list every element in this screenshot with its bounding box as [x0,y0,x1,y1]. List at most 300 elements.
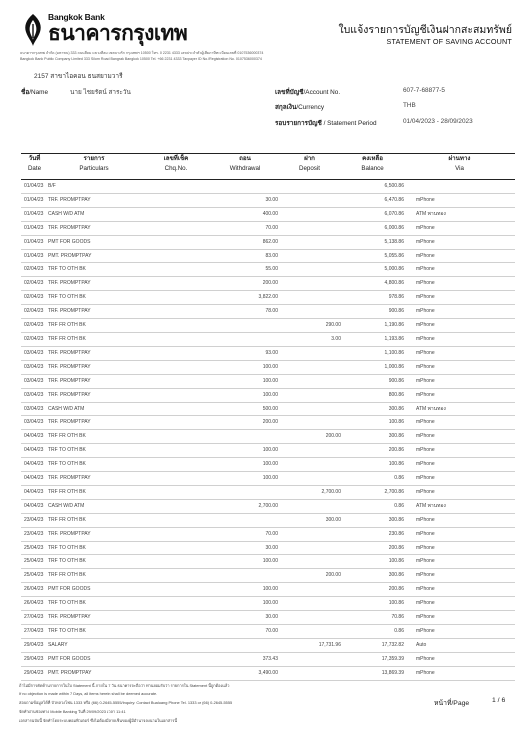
table-row [21,332,515,346]
header-particulars-th: รายการ [83,155,105,162]
cell-date: 01/04/23 [21,207,48,221]
statement-title-en: STATEMENT OF SAVING ACCOUNT [386,37,512,46]
cell-via: mPhone [404,458,515,472]
cell-via: mPhone [404,291,515,305]
cell-balance: 100.86 [341,555,404,569]
table-row [21,611,515,625]
table-row [21,193,515,207]
cell-date: 04/04/23 [21,458,48,472]
cell-balance: 13,869.39 [341,666,404,680]
transactions-table [21,154,515,681]
cell-withdrawal: 400.00 [212,207,278,221]
cell-cheque [140,444,212,458]
cell-particulars: TRF. PROMPTPAY [48,611,140,625]
currency-value: THB [403,102,416,109]
cell-date: 02/04/23 [21,332,48,346]
cell-via: ATM พานทอง [404,207,515,221]
cell-balance: 200.86 [341,444,404,458]
cell-via: mPhone [404,666,515,680]
cell-balance: 300.86 [341,402,404,416]
table-row [21,485,515,499]
table-row [21,277,515,291]
cell-particulars: TRF. PROMPTPAY [48,527,140,541]
cell-withdrawal: 200.00 [212,277,278,291]
cell-date: 25/04/23 [21,541,48,555]
cell-withdrawal: 70.00 [212,527,278,541]
cell-particulars: TRF FR OTH BK [48,319,140,333]
cell-balance: 1,000.86 [341,360,404,374]
header-particulars: Particulars [79,165,109,172]
cell-via: mPhone [404,513,515,527]
cell-cheque [140,527,212,541]
table-row [21,555,515,569]
header-date-th: วันที่ [28,155,41,162]
cell-cheque [140,430,212,444]
table-row [21,541,515,555]
cell-date: 01/04/23 [21,193,48,207]
cell-deposit [278,625,341,639]
cell-via: mPhone [404,555,515,569]
cell-balance: 100.86 [341,597,404,611]
table-row [21,305,515,319]
cell-balance: 5,055.86 [341,249,404,263]
cell-particulars: TRF FR OTH BK [48,569,140,583]
table-row [21,458,515,472]
cell-via: mPhone [404,611,515,625]
cell-via: mPhone [404,263,515,277]
cell-cheque [140,180,212,193]
cell-particulars: PMT FOR GOODS [48,583,140,597]
cell-particulars: TRF TO OTH BK [48,555,140,569]
cell-particulars: TRF. PROMPTPAY [48,346,140,360]
cell-cheque [140,625,212,639]
table-row [21,402,515,416]
cell-date: 01/04/23 [21,180,48,193]
currency-label: สกุลเงิน/Currency [275,104,325,111]
cell-withdrawal: 30.00 [212,611,278,625]
cell-cheque [140,513,212,527]
footer-note-en: If no objection is made within 7 Days, all items herein shall be deemed accurate. [19,691,158,696]
cell-particulars: TRF FR OTH BK [48,513,140,527]
table-row [21,513,515,527]
table-row [21,388,515,402]
cell-balance: 70.86 [341,611,404,625]
name-label: ชื่อ/Name [21,89,49,96]
cell-withdrawal: 3,822.00 [212,291,278,305]
cell-via: mPhone [404,597,515,611]
cell-date: 02/04/23 [21,291,48,305]
cell-date: 02/04/23 [21,305,48,319]
cell-withdrawal [212,180,278,193]
cell-particulars: TRF. PROMPTPAY [48,472,140,486]
cell-balance: 1,190.86 [341,319,404,333]
cell-deposit [278,555,341,569]
cell-withdrawal: 83.00 [212,249,278,263]
table-row [21,472,515,486]
cell-via: Auto [404,638,515,652]
cell-date: 03/04/23 [21,346,48,360]
cell-via: mPhone [404,527,515,541]
cell-withdrawal: 500.00 [212,402,278,416]
cell-date: 29/04/23 [21,652,48,666]
cell-withdrawal: 100.00 [212,374,278,388]
cell-deposit [278,207,341,221]
cell-cheque [140,305,212,319]
cell-withdrawal: 3,490.00 [212,666,278,680]
cell-date: 27/04/23 [21,611,48,625]
cell-via: ATM พานทอง [404,499,515,513]
bank-address-en: Bangkok Bank Public Company Limited 333 Silom Road Bangrak Bangkok 10500 Tel. +66 2231 4333 Taxpayer ID No./Registration No. 0107536000374 [20,57,262,61]
statement-period-label: รอบรายการบัญชี / Statement Period [275,120,377,127]
page-number: 1 / 6 [492,697,506,704]
cell-balance: 2,700.86 [341,485,404,499]
table-row [21,583,515,597]
cell-balance: 6,070.86 [341,207,404,221]
bank-address-th: ธนาคารกรุงเทพ จำกัด (มหาชน) 333 ถนนสีลม แขวงสีลม เขตบางรัก กรุงเทพฯ 10500 โทร. 0 2231 4333 เลขประจำตัวผู้เสียภาษีทะเบียนเลขที่ 0107536000374 [20,51,264,55]
account-holder-name: นาย ไชยรัตน์ สาระวัน [70,89,131,96]
cell-particulars: PMT FOR GOODS [48,235,140,249]
cell-withdrawal: 30.00 [212,541,278,555]
cell-cheque [140,638,212,652]
cell-deposit [278,527,341,541]
cell-deposit [278,249,341,263]
account-number-label: เลขที่บัญชี/Account No. [275,89,341,96]
cell-cheque [140,360,212,374]
cell-via: ATM พานทอง [404,402,515,416]
cell-date: 04/04/23 [21,485,48,499]
cell-withdrawal: 55.00 [212,263,278,277]
cell-withdrawal [212,319,278,333]
cell-particulars: SALARY [48,638,140,652]
header-cheque: Chq.No. [164,165,188,172]
cell-cheque [140,263,212,277]
cell-particulars: TRF TO OTH BK [48,541,140,555]
cell-deposit [278,388,341,402]
footer-generated: จัดทำผ่านช่องทาง Mobile Banking วันที่ 29/09/2023 เวลา 11:41 [19,709,126,714]
cell-balance: 1,193.86 [341,332,404,346]
table-row [21,569,515,583]
table-row [21,360,515,374]
header-date: Date [27,165,42,172]
cell-balance: 5,000.86 [341,263,404,277]
cell-deposit [278,583,341,597]
cell-withdrawal [212,569,278,583]
cell-via [404,180,515,193]
cell-cheque [140,249,212,263]
cell-cheque [140,221,212,235]
cell-deposit [278,263,341,277]
table-row [21,444,515,458]
cell-deposit [278,416,341,430]
cell-particulars: TRF. PROMPTPAY [48,305,140,319]
cell-withdrawal: 100.00 [212,583,278,597]
table-row [21,221,515,235]
cell-cheque [140,458,212,472]
table-row [21,416,515,430]
cell-particulars: PMT. PROMPTPAY [48,666,140,680]
cell-via: mPhone [404,583,515,597]
cell-cheque [140,666,212,680]
cell-date: 02/04/23 [21,319,48,333]
cell-particulars: TRF TO OTH BK [48,597,140,611]
cell-cheque [140,499,212,513]
cell-via: mPhone [404,472,515,486]
cell-particulars: TRF TO OTH BK [48,263,140,277]
cell-cheque [140,611,212,625]
bank-name-en: Bangkok Bank [48,12,105,22]
footer-inquiry: สอบถามข้อมูลได้ที่ บัวหลวงโฟน 1333 หรือ (66) 0-2645-5555/Inquiry: Contact Bualuang Phone Tel. 1333 or (66) 0-2645-5555 [19,700,233,705]
cell-deposit: 200.00 [278,430,341,444]
cell-particulars: TRF. PROMPTPAY [48,374,140,388]
cell-date: 04/04/23 [21,444,48,458]
cell-particulars: PMT FOR GOODS [48,652,140,666]
cell-particulars: TRF. PROMPTPAY [48,416,140,430]
header-via: Via [455,165,464,172]
footer-disclaimer: เอกสารฉบับนี้ จัดทำโดยระบบคอมพิวเตอร์ ซึ่งไม่ต้องมีลายเซ็นของผู้มีอำนาจลงนามในเอกสารนี้ [19,718,178,723]
cell-date: 26/04/23 [21,583,48,597]
cell-deposit [278,541,341,555]
cell-particulars: CASH W/D ATM [48,402,140,416]
cell-date: 29/04/23 [21,666,48,680]
cell-date: 26/04/23 [21,597,48,611]
cell-balance: 900.86 [341,374,404,388]
table-row [21,263,515,277]
cell-withdrawal: 100.00 [212,597,278,611]
cell-deposit: 2,700.00 [278,485,341,499]
header-withdrawal-th: ถอน [239,155,251,162]
header-deposit-th: ฝาก [304,155,315,162]
cell-via: mPhone [404,485,515,499]
header-balance: Balance [361,165,384,172]
cell-balance: 17,359.39 [341,652,404,666]
cell-deposit [278,597,341,611]
cell-deposit [278,374,341,388]
cell-date: 03/04/23 [21,360,48,374]
cell-via: mPhone [404,625,515,639]
cell-withdrawal: 100.00 [212,555,278,569]
cell-withdrawal: 100.00 [212,458,278,472]
cell-withdrawal: 100.00 [212,444,278,458]
branch-name: 2157 สาขาไอคอน ธนสยามวารี [34,73,123,80]
cell-cheque [140,485,212,499]
cell-deposit: 300.00 [278,513,341,527]
cell-date: 02/04/23 [21,263,48,277]
table-row [21,597,515,611]
cell-date: 04/04/23 [21,472,48,486]
cell-cheque [140,207,212,221]
cell-deposit [278,458,341,472]
bank-emblem-icon [20,12,46,48]
cell-particulars: B/F [48,180,140,193]
table-row [21,235,515,249]
cell-cheque [140,332,212,346]
cell-balance: 1,100.86 [341,346,404,360]
cell-withdrawal: 200.00 [212,416,278,430]
cell-deposit [278,472,341,486]
cell-date: 04/04/23 [21,499,48,513]
cell-deposit: 17,731.96 [278,638,341,652]
cell-via: mPhone [404,569,515,583]
cell-cheque [140,583,212,597]
cell-deposit [278,235,341,249]
cell-cheque [140,277,212,291]
cell-via: mPhone [404,319,515,333]
table-row [21,207,515,221]
table-row [21,499,515,513]
table-row [21,652,515,666]
cell-withdrawal: 70.00 [212,625,278,639]
cell-balance: 6,000.86 [341,221,404,235]
cell-cheque [140,193,212,207]
cell-deposit: 3.00 [278,332,341,346]
cell-particulars: TRF. PROMPTPAY [48,193,140,207]
cell-deposit [278,652,341,666]
cell-particulars: TRF FR OTH BK [48,485,140,499]
cell-balance: 978.86 [341,291,404,305]
table-row [21,249,515,263]
cell-cheque [140,402,212,416]
cell-cheque [140,652,212,666]
cell-date: 04/04/23 [21,430,48,444]
cell-withdrawal: 100.00 [212,360,278,374]
cell-balance: 800.86 [341,388,404,402]
cell-date: 01/04/23 [21,249,48,263]
cell-withdrawal: 373.43 [212,652,278,666]
cell-via: mPhone [404,346,515,360]
cell-withdrawal: 30.00 [212,193,278,207]
cell-via: mPhone [404,430,515,444]
table-row [21,666,515,680]
cell-withdrawal [212,430,278,444]
cell-deposit [278,193,341,207]
cell-particulars: TRF. PROMPTPAY [48,277,140,291]
cell-cheque [140,597,212,611]
cell-particulars: TRF. PROMPTPAY [48,388,140,402]
cell-cheque [140,388,212,402]
cell-deposit [278,444,341,458]
statement-title-th: ใบแจ้งรายการบัญชีเงินฝากสะสมทรัพย์ [338,24,512,36]
cell-via: mPhone [404,235,515,249]
table-row [21,638,515,652]
table-row [21,180,515,193]
cell-particulars: TRF TO OTH BK [48,444,140,458]
cell-deposit [278,277,341,291]
cell-particulars: PMT. PROMPTPAY [48,249,140,263]
cell-particulars: TRF. PROMPTPAY [48,221,140,235]
cell-deposit: 200.00 [278,569,341,583]
cell-date: 27/04/23 [21,625,48,639]
cell-balance: 300.86 [341,513,404,527]
cell-cheque [140,555,212,569]
cell-deposit [278,221,341,235]
cell-date: 25/04/23 [21,555,48,569]
header-via-th: ผ่านทาง [448,155,471,162]
cell-balance: 100.86 [341,416,404,430]
table-row [21,625,515,639]
cell-withdrawal: 78.00 [212,305,278,319]
cell-particulars: TRF TO OTH BK [48,625,140,639]
cell-date: 25/04/23 [21,569,48,583]
cell-balance: 6,500.86 [341,180,404,193]
cell-date: 23/04/23 [21,527,48,541]
cell-via: mPhone [404,652,515,666]
cell-withdrawal: 93.00 [212,346,278,360]
cell-balance: 200.86 [341,583,404,597]
cell-balance: 300.86 [341,569,404,583]
cell-via: mPhone [404,193,515,207]
cell-via: mPhone [404,444,515,458]
cell-date: 01/04/23 [21,221,48,235]
table-row [21,430,515,444]
cell-balance: 17,732.82 [341,638,404,652]
cell-particulars: TRF TO OTH BK [48,291,140,305]
cell-date: 03/04/23 [21,402,48,416]
cell-via: mPhone [404,305,515,319]
cell-balance: 300.86 [341,430,404,444]
cell-particulars: CASH W/D ATM [48,499,140,513]
table-row [21,291,515,305]
account-number: 607-7-68877-5 [403,87,445,94]
cell-deposit [278,360,341,374]
cell-cheque [140,541,212,555]
cell-via: mPhone [404,332,515,346]
table-row [21,346,515,360]
cell-withdrawal: 862.00 [212,235,278,249]
cell-withdrawal [212,332,278,346]
cell-balance: 4,800.86 [341,277,404,291]
cell-particulars: TRF. PROMPTPAY [48,360,140,374]
footer-note-th: ถ้าไม่มีการคัดค้านรายการในใบ Statement นี้ ภายใน 7 วัน ธนาคารจะถือว่า ท่านยอมรับว่า รายการใน Statement นี้ถูกต้องแล้ว [19,683,230,688]
cell-particulars: TRF FR OTH BK [48,430,140,444]
cell-cheque [140,319,212,333]
bank-name-th: ธนาคารกรุงเทพ [48,22,188,45]
cell-deposit [278,180,341,193]
cell-deposit [278,499,341,513]
cell-date: 23/04/23 [21,513,48,527]
cell-balance: 100.86 [341,458,404,472]
cell-date: 03/04/23 [21,374,48,388]
cell-balance: 900.86 [341,305,404,319]
cell-balance: 6,470.86 [341,193,404,207]
cell-cheque [140,291,212,305]
cell-particulars: TRF FR OTH BK [48,332,140,346]
cell-withdrawal: 70.00 [212,221,278,235]
cell-balance: 200.86 [341,541,404,555]
cell-withdrawal: 2,700.00 [212,499,278,513]
cell-via: mPhone [404,221,515,235]
cell-date: 01/04/23 [21,235,48,249]
header-withdrawal: Withdrawal [229,165,261,172]
cell-withdrawal: 100.00 [212,472,278,486]
cell-date: 29/04/23 [21,638,48,652]
cell-withdrawal [212,485,278,499]
cell-balance: 0.86 [341,625,404,639]
cell-deposit [278,402,341,416]
cell-date: 03/04/23 [21,388,48,402]
page-label: หน้าที่/Page [434,700,470,707]
cell-via: mPhone [404,277,515,291]
statement-period: 01/04/2023 - 28/09/2023 [403,118,473,125]
cell-balance: 0.86 [341,472,404,486]
cell-cheque [140,346,212,360]
cell-balance: 0.86 [341,499,404,513]
cell-cheque [140,472,212,486]
cell-deposit: 290.00 [278,319,341,333]
cell-cheque [140,235,212,249]
cell-deposit [278,611,341,625]
cell-deposit [278,291,341,305]
cell-via: mPhone [404,374,515,388]
